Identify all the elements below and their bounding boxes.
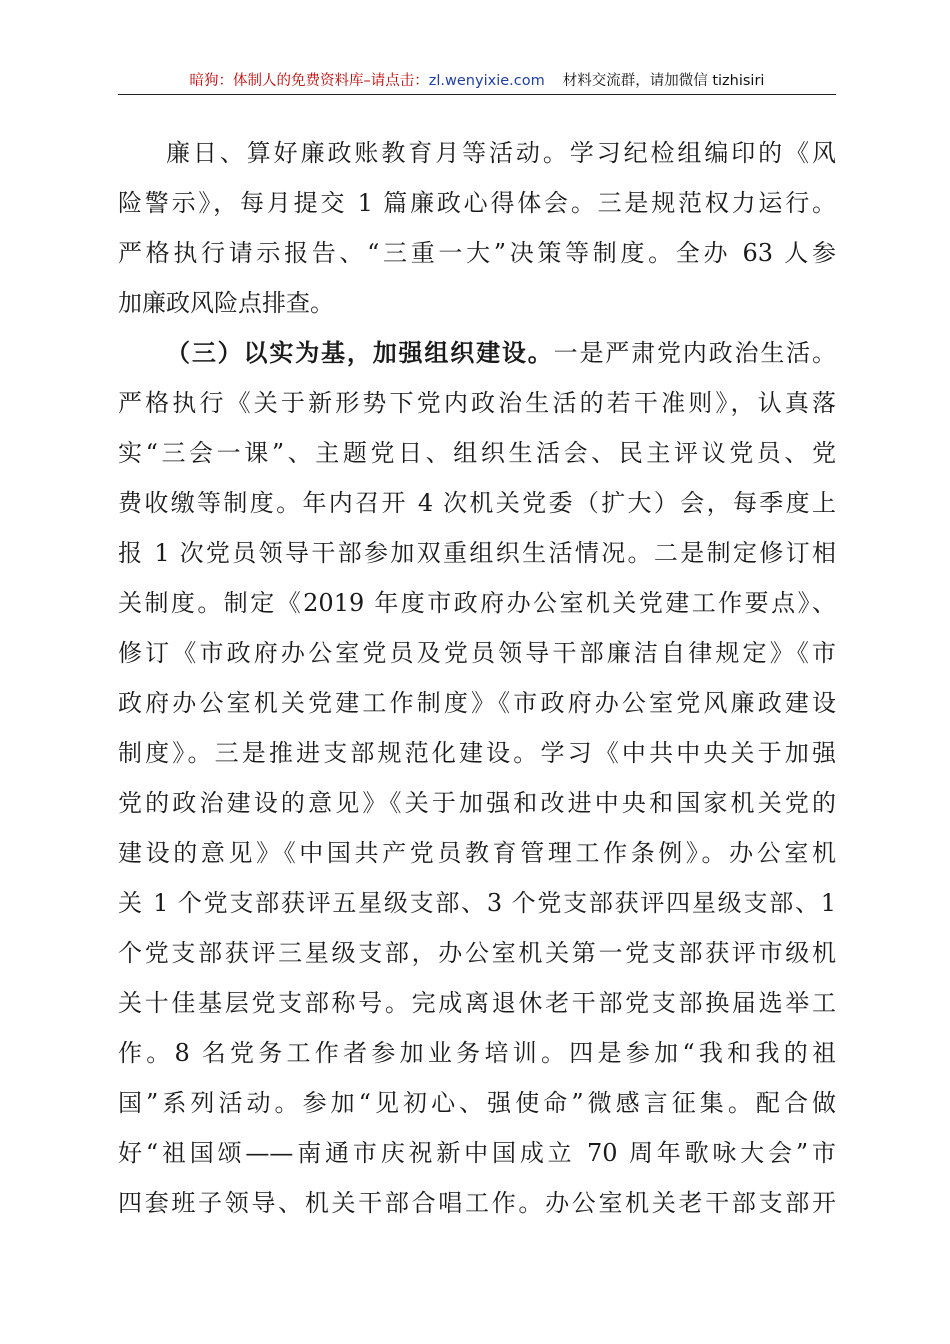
text-line: 修订《市政府办公室党员及党员领导干部廉洁自律规定》《市	[118, 639, 836, 667]
header-brand: 暗狗：体制人的免费资料库	[189, 73, 364, 89]
text-line: 严格执行请示报告、“三重一大”决策等制度。全办 63 人参	[118, 239, 836, 267]
text-line: 制度》。三是推进支部规范化建设。学习《中共中央关于加强	[118, 739, 836, 767]
text-line: 费收缴等制度。年内召开 4 次机关党委（扩大）会，每季度上	[118, 489, 836, 517]
header-divider	[118, 94, 836, 95]
text-line: 严格执行《关于新形势下党内政治生活的若干准则》，认真落	[118, 389, 836, 417]
header-url-link[interactable]: zl.wenyixie.com	[428, 73, 545, 89]
header-wechat-note: 材料交流群，请加微信 tizhisiri	[562, 73, 765, 89]
document-body	[118, 128, 836, 1228]
text-line: 好“祖国颂——南通市庆祝新中国成立 70 周年歌咏大会”市	[118, 1139, 836, 1167]
text-line: 关制度。制定《2019 年度市政府办公室机关党建工作要点》、	[118, 589, 836, 617]
text-line: 作。8 名党务工作者参加业务培训。四是参加“我和我的祖	[118, 1039, 836, 1067]
text-line: 四套班子领导、机关干部合唱工作。办公室机关老干部支部开	[118, 1189, 836, 1217]
page-header	[118, 70, 836, 92]
text-line: 实“三会一课”、主题党日、组织生活会、民主评议党员、党	[118, 439, 836, 467]
text-line: 关十佳基层党支部称号。完成离退休老干部党支部换届选举工	[118, 989, 836, 1017]
section-heading: （三）以实为基，加强组织建设。	[166, 339, 554, 367]
section-heading-line	[118, 328, 836, 378]
text-line: 政府办公室机关党建工作制度》《市政府办公室党风廉政建设	[118, 689, 836, 717]
text-line: 险警示》，每月提交 1 篇廉政心得体会。三是规范权力运行。	[118, 189, 836, 217]
text-line: 报 1 次党员领导干部参加双重组织生活情况。二是制定修订相	[118, 539, 836, 567]
text-line: 加廉政风险点排查。	[118, 289, 334, 317]
text-line: 建设的意见》《中国共产党员教育管理工作条例》。办公室机	[118, 839, 836, 867]
text-line: 廉日、算好廉政账教育月等活动。学习纪检组编印的《风	[166, 139, 836, 167]
text-line: 关 1 个党支部获评五星级支部、3 个党支部获评四星级支部、1	[118, 889, 836, 917]
text-line: 党的政治建设的意见》《关于加强和改进中央和国家机关党的	[118, 789, 836, 817]
text-line: 国”系列活动。参加“见初心、强使命”微感言征集。配合做	[118, 1089, 836, 1117]
section-heading-rest: 一是严肃党内政治生活。	[553, 339, 836, 367]
header-click-prompt: –请点击：	[363, 73, 429, 89]
text-line: 个党支部获评三星级支部，办公室机关第一党支部获评市级机	[118, 939, 836, 967]
